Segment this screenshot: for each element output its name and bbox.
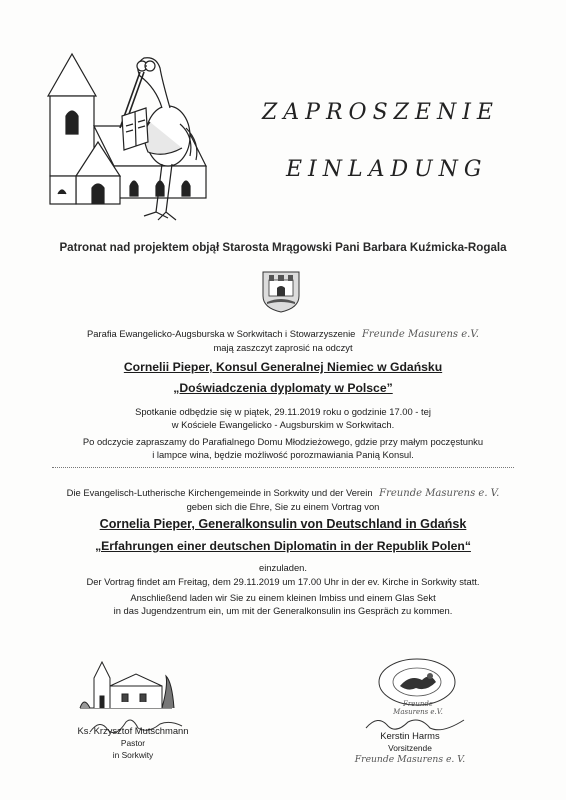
left-signer-place: in Sorkwity	[112, 750, 154, 760]
de-invite-end: einzuladen.	[259, 562, 307, 573]
patronage-line: Patronat nad projektem objął Starosta Mrągowski Pani Barbara Kuźmicka-Rogala	[59, 241, 507, 254]
church-stork-illustration	[36, 36, 226, 236]
right-signer-role: Vorsitzende	[388, 743, 432, 753]
de-speaker: Cornelia Pieper, Generalkonsulin von Deutschland in Gdańsk	[99, 517, 467, 531]
seal-text: Freunde Masurens e.V.	[393, 700, 443, 716]
pl-details-line-2: w Kościele Ewangelicko - Augsburskim w Sorkwitach.	[171, 419, 395, 430]
pl-hosts-line	[0, 328, 566, 341]
de-after-line-1: Anschließend laden wir Sie zu einem kleinen Imbiss und einem Glas Sekt	[130, 592, 436, 603]
de-hosts-line	[0, 487, 566, 500]
pl-lecture-title: „Doświadczenia dyplomaty w Polsce”	[173, 381, 393, 395]
pl-after-line-1: Po odczycie zapraszamy do Parafialnego Domu Młodzieżowego, gdzie przy małym poczęstunku	[82, 436, 484, 447]
pl-hosts-text: Parafia Ewangelicko-Augsburska w Sorkwitach i Stowarzyszenie	[87, 328, 356, 339]
church-sketch-icon	[76, 656, 176, 712]
left-signer-name: Ks. Krzysztof Mutschmann	[77, 725, 189, 736]
de-after-line-2: in das Jugendzentrum ein, um mit der Generalkonsulin ins Gespräch zu kommen.	[113, 605, 453, 616]
pl-speaker: Cornelii Pieper, Konsul Generalnej Niemiec w Gdańsku	[123, 360, 443, 374]
coat-of-arms-emblem	[261, 270, 301, 314]
right-signer-name: Kerstin Harms	[380, 730, 440, 741]
de-lecture-title: „Erfahrungen einer deutschen Diplomatin in der Republik Polen“	[95, 539, 471, 553]
de-details: Der Vortrag findet am Freitag, dem 29.11.2019 um 17.00 Uhr in der ev. Kirche in Sorkwity statt.	[86, 576, 480, 587]
section-divider	[52, 467, 514, 468]
de-association-name: Freunde Masurens e. V.	[379, 488, 500, 499]
pl-invite-line: mają zaszczyt zaprosić na odczyt	[213, 342, 353, 353]
right-signer-org: Freunde Masurens e. V.	[354, 754, 466, 765]
de-hosts-text: Die Evangelisch-Lutherische Kirchengemeinde in Sorkwity und der Verein	[66, 487, 373, 498]
de-invite-line: geben sich die Ehre, Sie zu einem Vortrag von	[186, 501, 380, 512]
pl-after-line-2: i lampce wina, będzie możliwość porozmawiania Panią Konsul.	[152, 449, 414, 460]
title-polish: ZAPROSZENIE	[262, 100, 499, 125]
pl-association-name: Freunde Masurens e.V.	[361, 329, 479, 340]
left-signer-role: Pastor	[120, 738, 146, 748]
pl-details-line-1: Spotkanie odbędzie się w piątek, 29.11.2019 roku o godzinie 17.00 - tej	[135, 406, 431, 417]
title-german: EINLADUNG	[286, 157, 488, 182]
